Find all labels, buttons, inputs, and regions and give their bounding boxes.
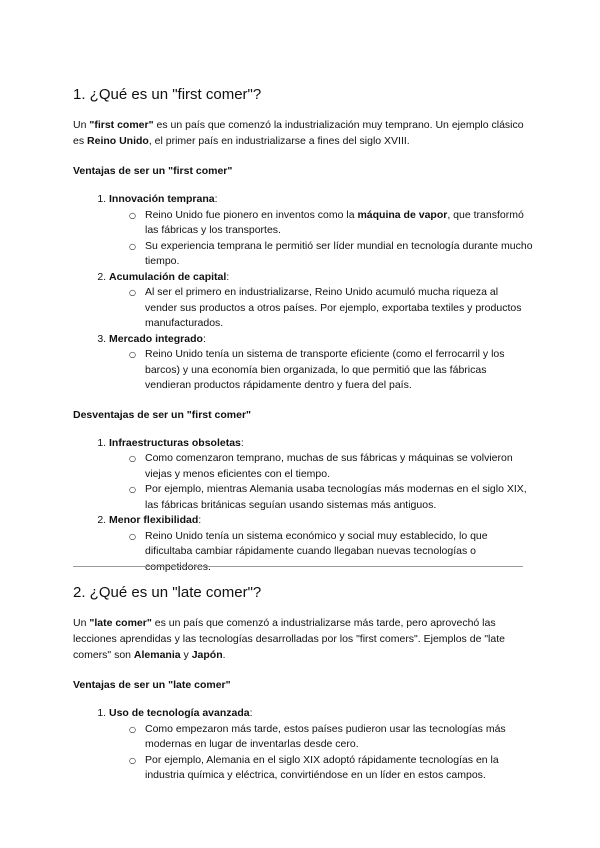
- sublist: [109, 451, 533, 513]
- section-divider: [73, 566, 523, 567]
- list-item: 1. Innovación temprana: ○ Reino Unido fue pionero en inventos como la máquina de vapor, que transformó las fábricas y los transportes. ○ Su experiencia temprana le permitió ser líder mundial en tecnología durante mucho tiempo.: [109, 192, 533, 270]
- section1-title: 1. ¿Qué es un "first comer"?: [73, 86, 262, 103]
- list-item-title: Innovación temprana: [109, 193, 215, 205]
- sublist: [109, 722, 533, 784]
- list-item-title: Menor flexibilidad: [109, 514, 199, 526]
- section1-intro: [73, 117, 533, 149]
- bullet-text: , que transformó las fábricas y los transportes.: [145, 208, 524, 236]
- section2-title: 2. ¿Qué es un "late comer"?: [73, 584, 262, 601]
- sublist-item: ○ Como empezaron más tarde, estos países pudieron usar las tecnologías más modernas en lugar de inventarlas desde cero.: [145, 722, 533, 753]
- section2-intro: [73, 615, 533, 663]
- intro-bold-term: "first comer": [89, 119, 154, 131]
- section-first-comer: [73, 86, 533, 589]
- sublist: [109, 208, 533, 270]
- list-item: 2. Menor flexibilidad: ○ Reino Unido tenía un sistema económico y social muy establecido, lo que dificultaba cambiar rápidamente cuando llegaban nuevas tecnologías o competidores.: [109, 513, 533, 575]
- intro-text: Un: [73, 119, 90, 131]
- sublist-item: ○ Su experiencia temprana le permitió ser líder mundial en tecnología durante mucho tiempo.: [145, 239, 533, 270]
- sublist-item: ○ Reino Unido tenía un sistema económico y social muy establecido, lo que dificultaba cambiar rápidamente cuando llegaban nuevas tecnologías o competidores.: [145, 529, 533, 576]
- ventajas-late-heading: Ventajas de ser un "late comer": [73, 679, 231, 691]
- bullet-text: Reino Unido fue pionero en inventos como la: [145, 208, 358, 221]
- sublist-item: ○ Al ser el primero en industrializarse, Reino Unido acumuló mucha riqueza al vender sus productos a otros países. Por ejemplo, exportaba textiles y productos manufacturados.: [145, 285, 533, 332]
- list-item-title: Infraestructuras obsoletas: [109, 436, 241, 449]
- list-item-title: Mercado integrado: [109, 332, 203, 345]
- list-item: 3. Mercado integrado: ○ Reino Unido tenía un sistema de transporte eficiente (como el ferrocarril y los barcos) y una economía bien organizada, lo que permitió que las fábricas vendieran productos rápidamente dentro y fuera del país.: [109, 332, 533, 394]
- desventajas-first-heading: Desventajas de ser un "first comer": [73, 408, 252, 421]
- ventajas-first-heading: Ventajas de ser un "first comer": [73, 165, 233, 177]
- sublist: [109, 529, 533, 576]
- desventajas-first-list: [73, 436, 533, 576]
- intro-text: , el primer país en industrializarse a fines del siglo XVIII.: [148, 135, 410, 147]
- ventajas-late-list: [73, 706, 533, 784]
- ventajas-first-list: [73, 192, 533, 394]
- sublist: [109, 285, 533, 332]
- bullet-bold: máquina de vapor: [357, 208, 448, 221]
- intro-text: .: [222, 649, 226, 661]
- sublist-item: [145, 208, 533, 239]
- sublist: [109, 347, 533, 394]
- intro-text: Un: [73, 617, 90, 629]
- list-item: 2. Acumulación de capital: ○ Al ser el primero en industrializarse, Reino Unido acumuló mucha riqueza al vender sus productos a otros países. Por ejemplo, exportaba textiles y productos manufacturados.: [109, 270, 533, 332]
- intro-text: es un país que comenzó a industrializarse más tarde, pero aprovechó las lecciones aprendidas y las tecnologías desarrolladas por los "first comers". Ejemplos de "late comers" son: [73, 617, 505, 661]
- sublist-item: ○ Reino Unido tenía un sistema de transporte eficiente (como el ferrocarril y los barcos) y una economía bien organizada, lo que permitió que las fábricas vendieran productos rápidamente dentro y fuera del país.: [145, 347, 533, 394]
- intro-bold-term: "late comer": [89, 617, 152, 629]
- list-item: 1. Infraestructuras obsoletas: ○ Como comenzaron temprano, muchas de sus fábricas y máquinas se volvieron viejas y menos eficientes con el tiempo. ○ Por ejemplo, mientras Alemania usaba tecnologías más modernas en el siglo XIX, las fábricas británicas seguían usando sistemas más antiguos.: [109, 436, 533, 514]
- intro-text: y: [180, 649, 192, 661]
- intro-bold-country: Reino Unido: [87, 135, 149, 147]
- sublist-item: ○ Por ejemplo, Alemania en el siglo XIX adoptó rápidamente tecnologías en la industria química y eléctrica, convirtiéndose en un líder en estos campos.: [145, 753, 533, 784]
- section-late-comer: [73, 584, 533, 798]
- intro-text: es un país que comenzó la industrialización muy temprano. Un ejemplo clásico es: [73, 119, 524, 147]
- list-item-title: Acumulación de capital: [109, 270, 227, 283]
- intro-bold-country: Japón: [191, 649, 223, 661]
- list-item: 1. Uso de tecnología avanzada: ○ Como empezaron más tarde, estos países pudieron usar las tecnologías más modernas en lugar de inventarlas desde cero. ○ Por ejemplo, Alemania en el siglo XIX adoptó rápidamente tecnologías en la industria química y eléctrica, convirtiéndose en un líder en estos campos.: [109, 706, 533, 784]
- sublist-item: ○ Por ejemplo, mientras Alemania usaba tecnologías más modernas en el siglo XIX, las fábricas británicas seguían usando sistemas más antiguos.: [145, 482, 533, 513]
- list-item-title: Uso de tecnología avanzada: [109, 707, 250, 719]
- sublist-item: ○ Como comenzaron temprano, muchas de sus fábricas y máquinas se volvieron viejas y menos eficientes con el tiempo.: [145, 451, 533, 482]
- intro-bold-country: Alemania: [133, 649, 181, 661]
